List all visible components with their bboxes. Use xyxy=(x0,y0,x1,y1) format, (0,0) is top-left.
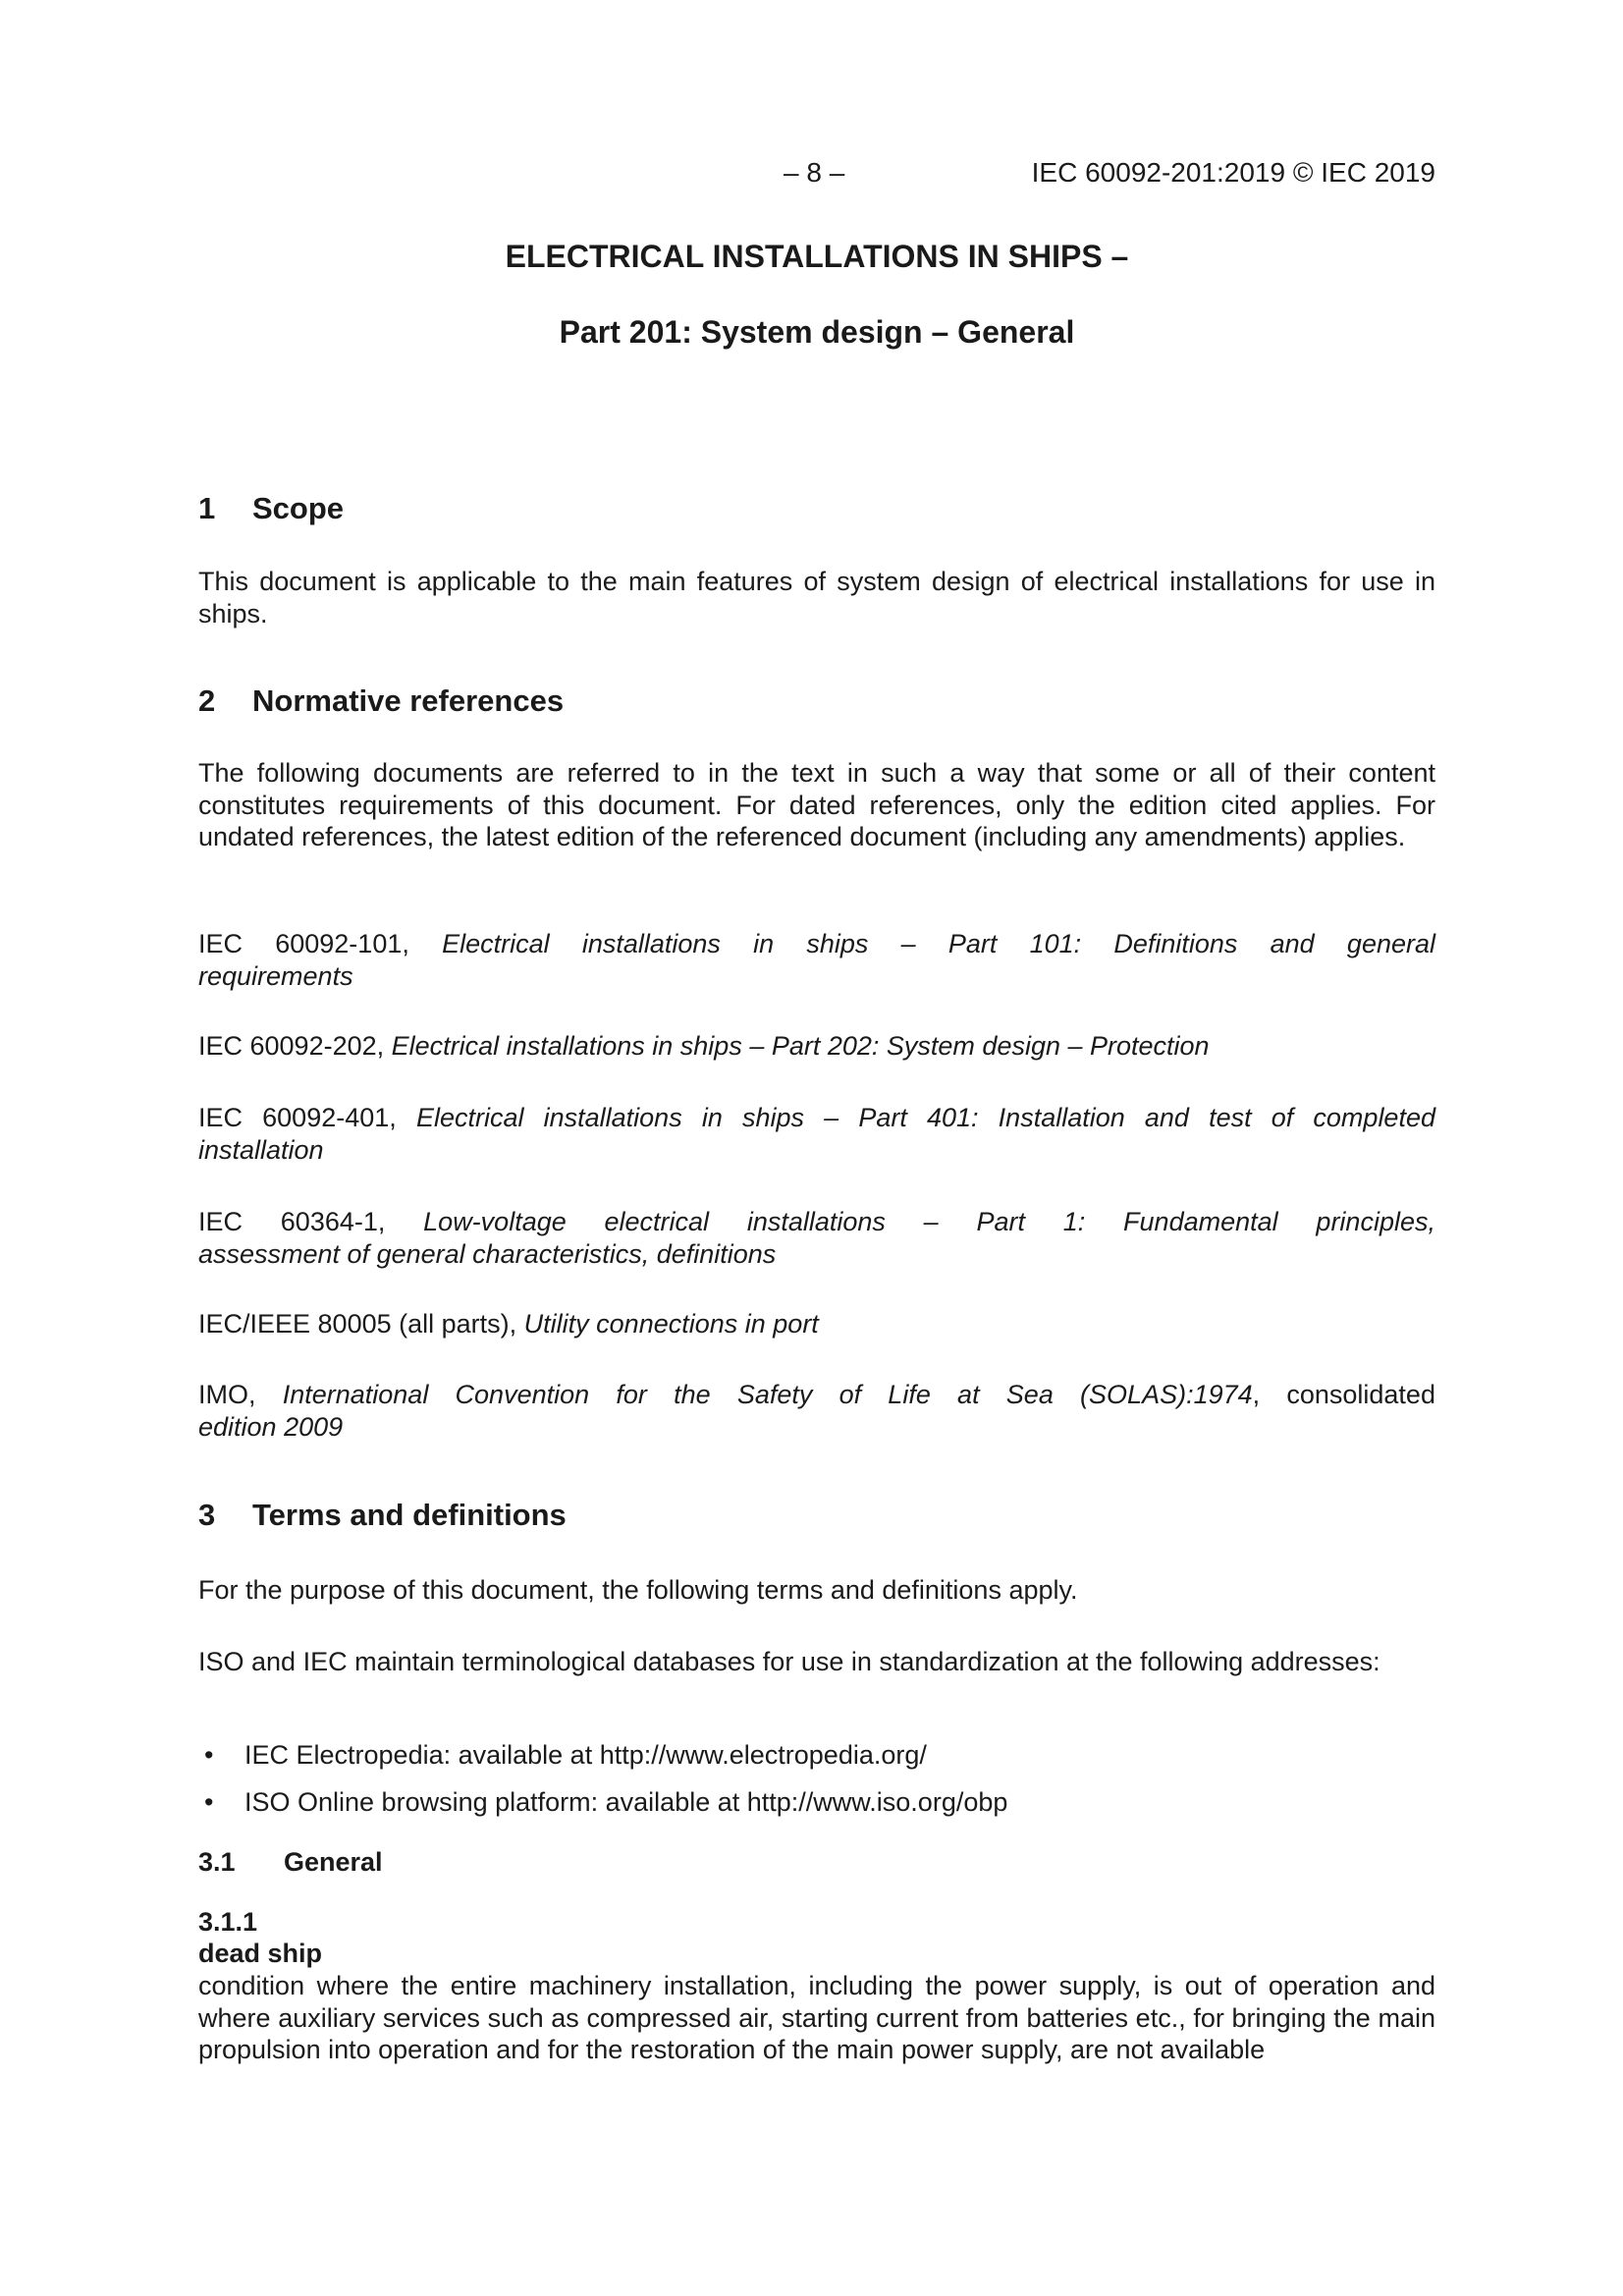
term-definition: condition where the entire machinery installation, including the power supply, is out of operation and where auxiliary services such as compressed air, starting current from batteries etc., for bringing the main propulsion into operation and for the restoration of the main power supply, are not available xyxy=(198,1971,1435,2064)
reference-entry xyxy=(198,1206,1435,1270)
clause-title: Terms and definitions xyxy=(252,1498,567,1532)
reference-title: Low-voltage electrical installations – Part 1: Fundamental principles, xyxy=(423,1207,1435,1236)
reference-code: IEC 60364-1, xyxy=(198,1207,386,1236)
reference-entry xyxy=(198,1379,1435,1443)
reference-title: International Convention for the Safety of Life at Sea (SOLAS):1974 xyxy=(282,1380,1253,1409)
terminology-databases-paragraph: ISO and IEC maintain terminological databases for use in standardization at the following addresses: xyxy=(198,1647,1380,1676)
clause-title: Scope xyxy=(252,491,345,525)
document-title: ELECTRICAL INSTALLATIONS IN SHIPS – xyxy=(505,239,1129,274)
reference-code: IMO, xyxy=(198,1380,256,1409)
reference-code: IEC/IEEE 80005 (all parts), xyxy=(198,1309,517,1339)
reference-title: Electrical installations in ships – Part 202: System design – Protection xyxy=(391,1031,1210,1061)
reference-entry xyxy=(198,1308,1435,1340)
page-number: – 8 – xyxy=(784,157,845,188)
term-number: 3.1.1 xyxy=(198,1907,258,1937)
reference-title-continued: installation xyxy=(198,1134,324,1165)
reference-title: Utility connections in port xyxy=(523,1309,819,1339)
reference-code: IEC 60092-401, xyxy=(198,1103,397,1132)
reference-title-continued: assessment of general characteristics, definitions xyxy=(198,1238,777,1269)
reference-code: IEC 60092-101, xyxy=(198,929,409,958)
reference-title: Electrical installations in ships – Part 101: Definitions and general xyxy=(442,929,1435,958)
clause-number: 1 xyxy=(198,491,216,525)
clause-heading-terms-and-definitions xyxy=(198,1498,567,1533)
clause-number: 2 xyxy=(198,683,216,718)
clause-title: Normative references xyxy=(252,683,565,718)
document-subtitle: Part 201: System design – General xyxy=(559,314,1075,350)
bullet-icon: • xyxy=(204,1740,214,1770)
subclause-number: 3.1 xyxy=(198,1847,236,1877)
subclause-title: General xyxy=(284,1847,383,1877)
clause-heading-scope xyxy=(198,491,344,526)
subclause-heading-general xyxy=(198,1847,383,1878)
terms-intro-paragraph: For the purpose of this document, the following terms and definitions apply. xyxy=(198,1575,1078,1605)
clause-number: 3 xyxy=(198,1498,216,1532)
bullet-text: ISO Online browsing platform: available at http://www.iso.org/obp xyxy=(244,1787,1008,1817)
scope-paragraph: This document is applicable to the main features of system design of electrical installations for use in ships. xyxy=(198,567,1435,629)
reference-title-suffix: , consolidated xyxy=(1252,1380,1435,1409)
reference-entry xyxy=(198,1102,1435,1166)
term-name: dead ship xyxy=(198,1939,323,1968)
reference-title-continued: requirements xyxy=(198,960,353,991)
normative-intro-paragraph: The following documents are referred to in the text in such a way that some or all of their content constitutes requirements of this document. For dated references, only the edition cited applies. For undated references, the latest edition of the referenced document (including any amendments) applies. xyxy=(198,758,1435,851)
reference-entry xyxy=(198,1030,1435,1063)
standard-reference: IEC 60092-201:2019 © IEC 2019 xyxy=(1031,157,1435,188)
reference-entry xyxy=(198,928,1435,992)
reference-title-continued: edition 2009 xyxy=(198,1411,344,1442)
running-header xyxy=(198,157,1435,196)
bullet-icon: • xyxy=(204,1787,214,1817)
bullet-text: IEC Electropedia: available at http://www.electropedia.org/ xyxy=(244,1740,927,1770)
reference-title: Electrical installations in ships – Part 401: Installation and test of completed xyxy=(415,1103,1435,1132)
clause-heading-normative-references xyxy=(198,683,564,719)
reference-code: IEC 60092-202, xyxy=(198,1031,385,1061)
